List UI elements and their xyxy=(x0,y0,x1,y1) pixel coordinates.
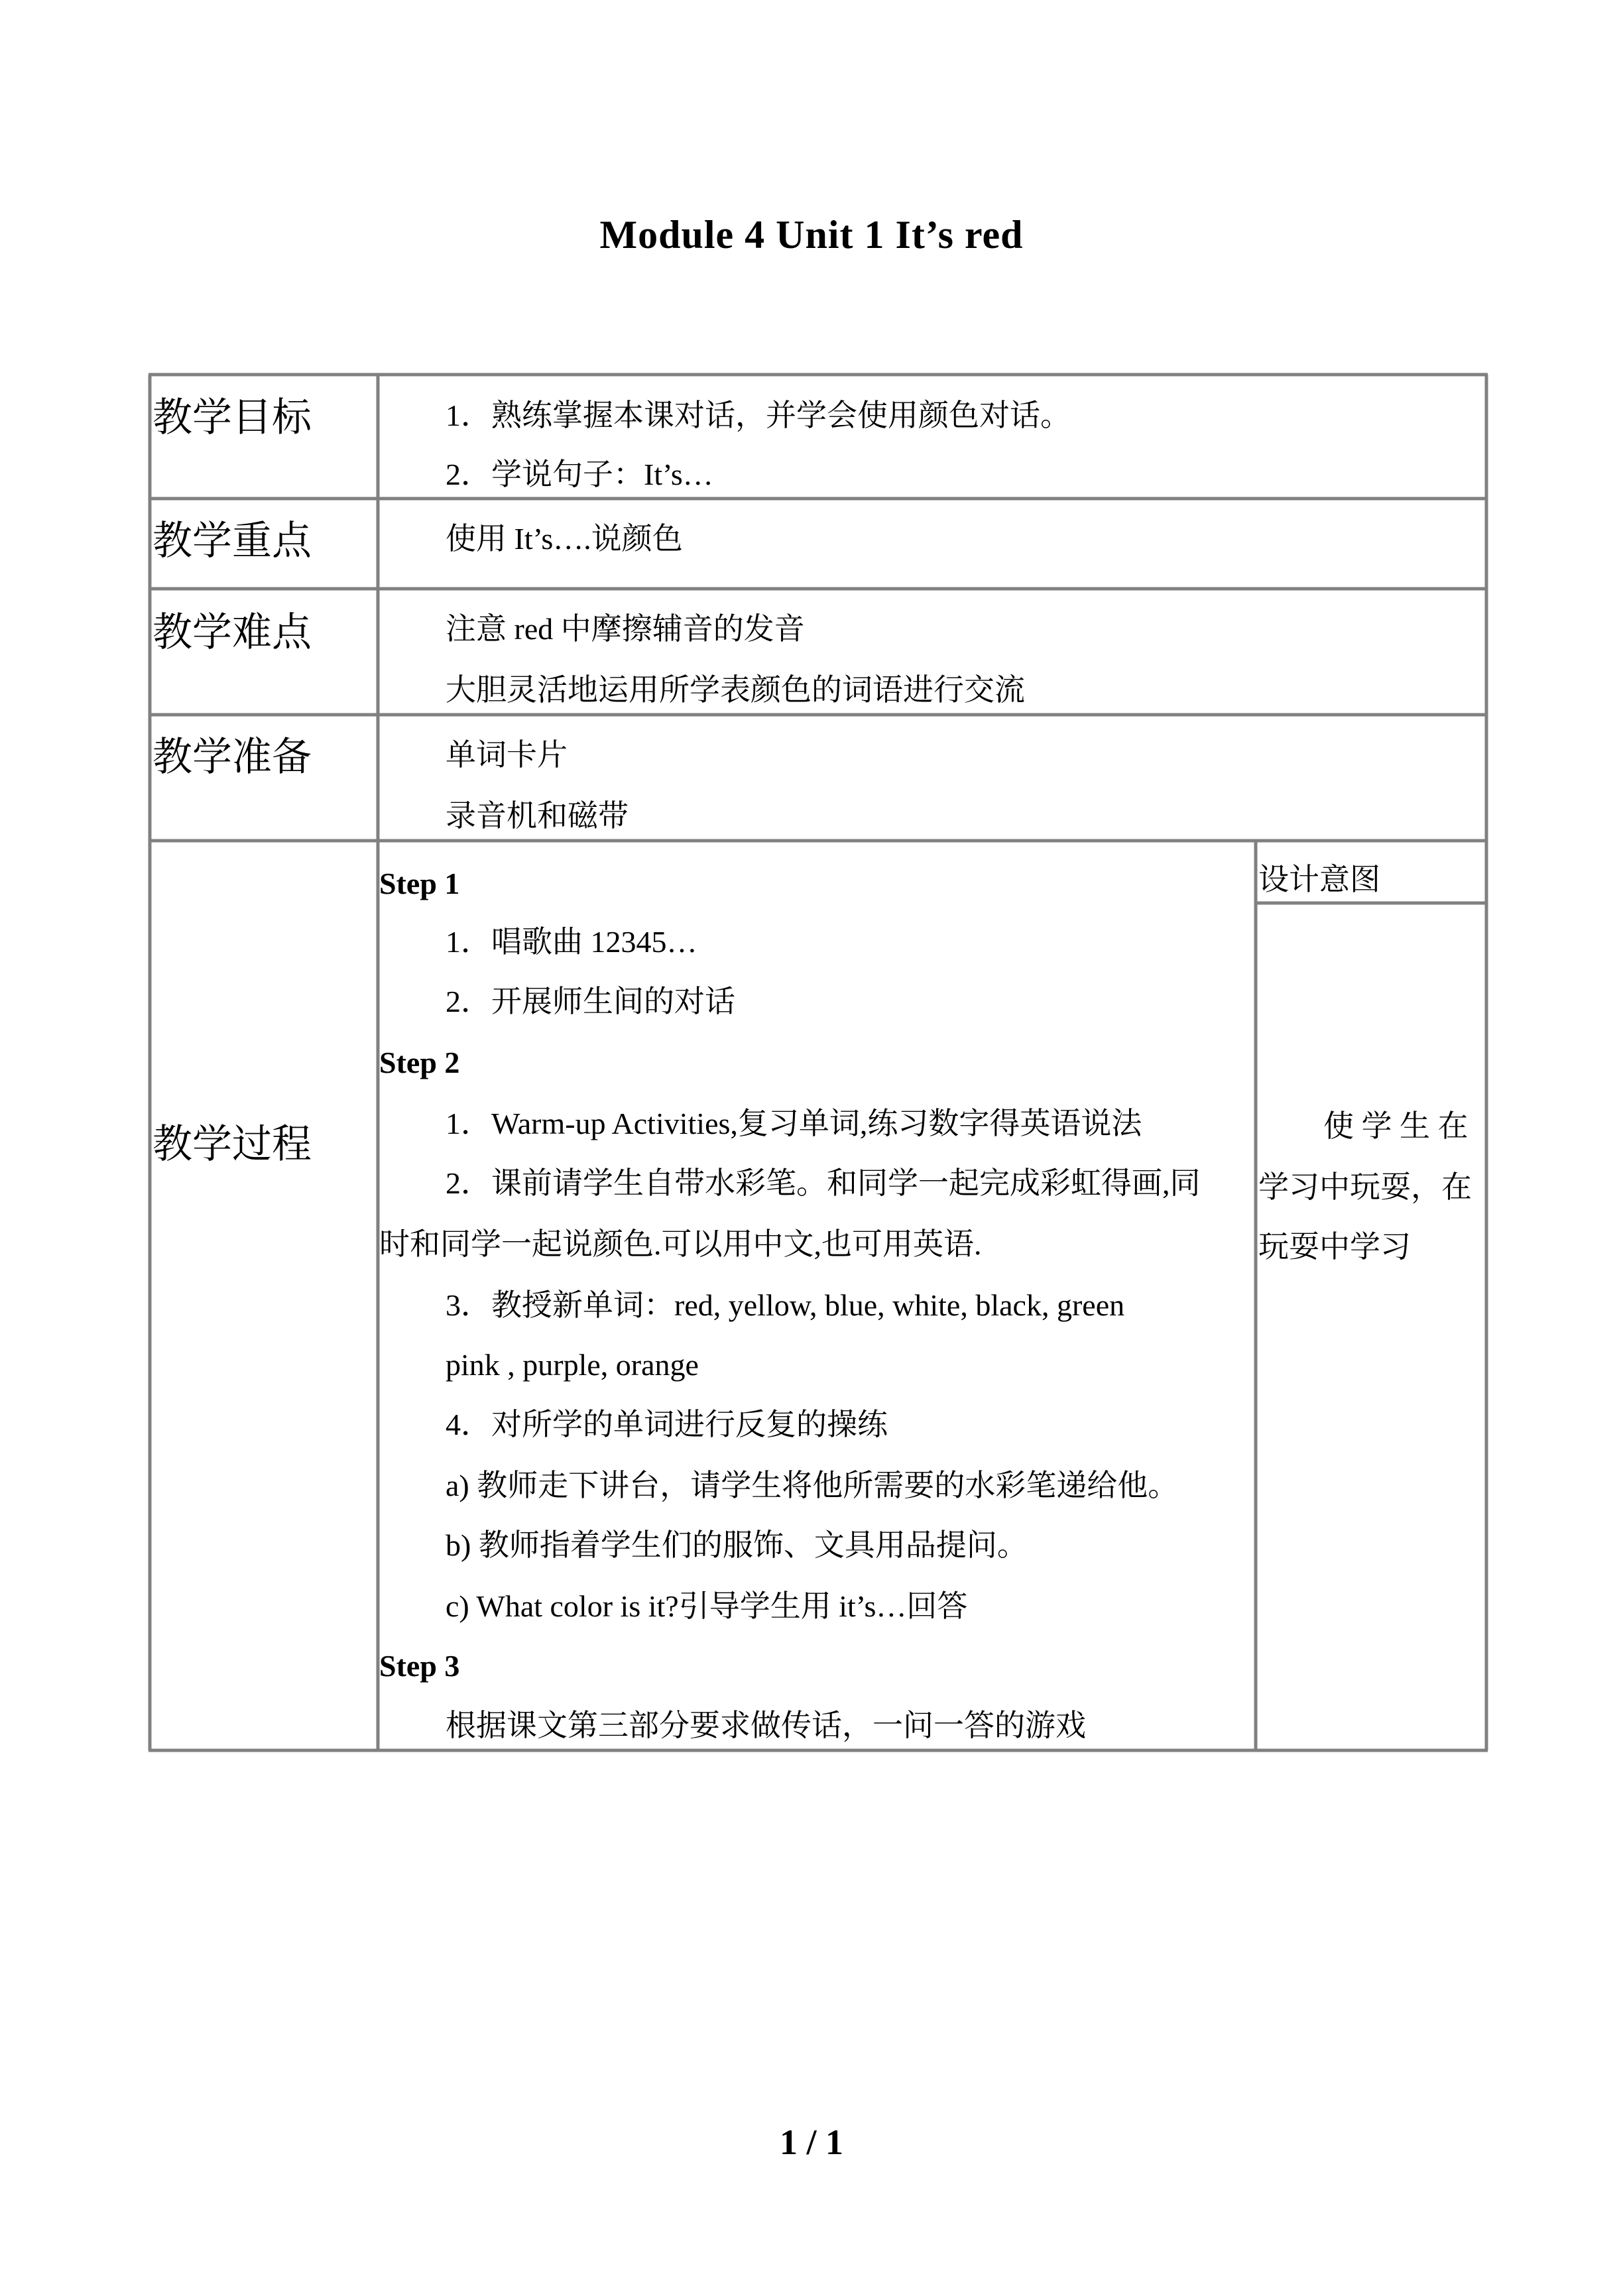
step-3-line-1: 根据课文第三部分要求做传话，一问一答的游戏 xyxy=(446,1709,1086,1742)
document-title: Module 4 Unit 1 It’s red xyxy=(599,213,1024,257)
design-intent-header: 设计意图 xyxy=(1258,863,1380,896)
objectives-label: 教学目标 xyxy=(152,396,312,440)
process-label: 教学过程 xyxy=(152,1122,312,1166)
difficulties-label: 教学难点 xyxy=(152,611,312,654)
step-2-line-9: c) What color is it?引导学生用 it’s…回答 xyxy=(446,1589,968,1623)
key-point-line-1: 使用 It’s….说颜色 xyxy=(446,522,683,556)
design-intent-line-3: 玩耍中学习 xyxy=(1258,1230,1411,1264)
design-intent-line-1: 使 学 生 在 xyxy=(1323,1109,1469,1143)
design-intent-line-2: 学习中玩耍，在 xyxy=(1258,1170,1472,1204)
step-2-line-3: 时和同学一起说颜色.可以用中文,也可用英语. xyxy=(379,1227,982,1261)
step-2-line-7: a) 教师走下讲台，请学生将他所需要的水彩笔递给他。 xyxy=(446,1469,1179,1502)
step-2-line-4: 3．教授新单词：red, yellow, blue, white, black, green xyxy=(446,1288,1125,1322)
step-2-line-1: 1．Warm-up Activities,复习单词,练习数字得英语说法 xyxy=(446,1107,1142,1140)
preparation-line-1: 单词卡片 xyxy=(446,738,568,772)
difficulty-line-1: 注意 red 中摩擦辅音的发音 xyxy=(446,612,805,646)
step-1-line-2: 2．开展师生间的对话 xyxy=(446,985,735,1018)
objective-line-2: 2．学说句子：It’s… xyxy=(446,457,713,491)
step-2-line-2: 2．课前请学生自带水彩笔。和同学一起完成彩虹得画,同 xyxy=(446,1166,1201,1200)
key-points-label: 教学重点 xyxy=(152,519,312,563)
objective-line-1: 1．熟练掌握本课对话，并学会使用颜色对话。 xyxy=(446,398,1071,432)
step-2-line-8: b) 教师指着学生们的服饰、文具用品提问。 xyxy=(446,1528,1028,1562)
step-3-heading: Step 3 xyxy=(379,1649,460,1683)
step-2-line-5: pink , purple, orange xyxy=(446,1348,699,1382)
difficulty-line-2: 大胆灵活地运用所学表颜色的词语进行交流 xyxy=(446,673,1025,707)
preparation-line-2: 录音机和磁带 xyxy=(446,799,629,833)
page-number: 1 / 1 xyxy=(779,2122,843,2162)
step-2-heading: Step 2 xyxy=(379,1046,460,1079)
step-2-line-6: 4．对所学的单词进行反复的操练 xyxy=(446,1408,888,1441)
step-1-line-1: 1．唱歌曲 12345… xyxy=(446,925,697,959)
step-1-heading: Step 1 xyxy=(379,867,460,900)
preparation-label: 教学准备 xyxy=(152,735,312,779)
